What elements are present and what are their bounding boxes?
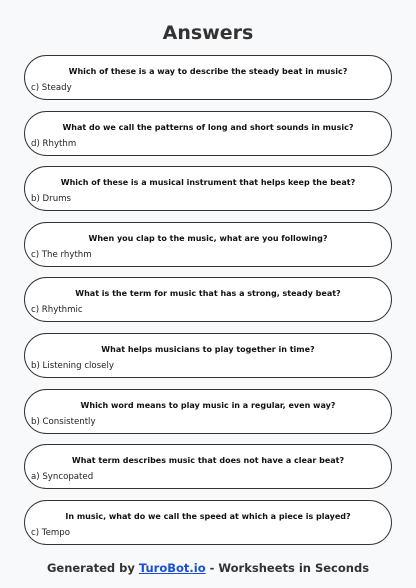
question-text: Which of these is a way to describe the steady beat in music? bbox=[68, 67, 348, 76]
footer bbox=[0, 561, 416, 575]
turobot-link[interactable]: TuroBot.io bbox=[138, 561, 206, 575]
answer-card bbox=[24, 166, 392, 211]
footer-suffix: - Worksheets in Seconds bbox=[205, 561, 370, 575]
answer-card bbox=[24, 500, 392, 545]
answer-card bbox=[24, 444, 392, 489]
answer-list bbox=[24, 55, 392, 555]
answer-text: b) Drums bbox=[31, 194, 71, 205]
question-text: Which word means to play music in a regular, even way? bbox=[80, 400, 336, 410]
answer-text: b) Consistently bbox=[31, 416, 96, 427]
answer-text: d) Rhythm bbox=[31, 138, 77, 149]
answer-text: c) Steady bbox=[31, 83, 72, 93]
question-text: When you clap to the music, what are you following? bbox=[88, 233, 328, 243]
footer-prefix: Generated by bbox=[46, 561, 139, 575]
question-text: What do we call the patterns of long and short sounds in music? bbox=[62, 122, 354, 132]
question-text: What is the term for music that has a strong, steady beat? bbox=[75, 289, 341, 299]
question-text: In music, what do we call the speed at which a piece is played? bbox=[65, 511, 351, 521]
page-title: Answers bbox=[162, 22, 254, 44]
answer-card bbox=[24, 111, 392, 156]
question-text: What term describes music that does not have a clear beat? bbox=[71, 456, 345, 466]
answer-text: c) The rhythm bbox=[31, 249, 92, 260]
answer-card bbox=[24, 222, 392, 267]
question-text: What helps musicians to play together in time? bbox=[101, 344, 315, 354]
answer-card bbox=[24, 55, 392, 100]
answer-text: a) Syncopated bbox=[31, 472, 94, 483]
answer-card bbox=[24, 277, 392, 322]
answer-text: c) Rhythmic bbox=[31, 305, 83, 316]
answer-card bbox=[24, 333, 392, 378]
question-text: Which of these is a musical instrument that helps keep the beat? bbox=[60, 178, 356, 188]
answer-card bbox=[24, 389, 392, 434]
answer-text: b) Listening closely bbox=[31, 360, 114, 371]
answer-text: c) Tempo bbox=[31, 527, 70, 538]
